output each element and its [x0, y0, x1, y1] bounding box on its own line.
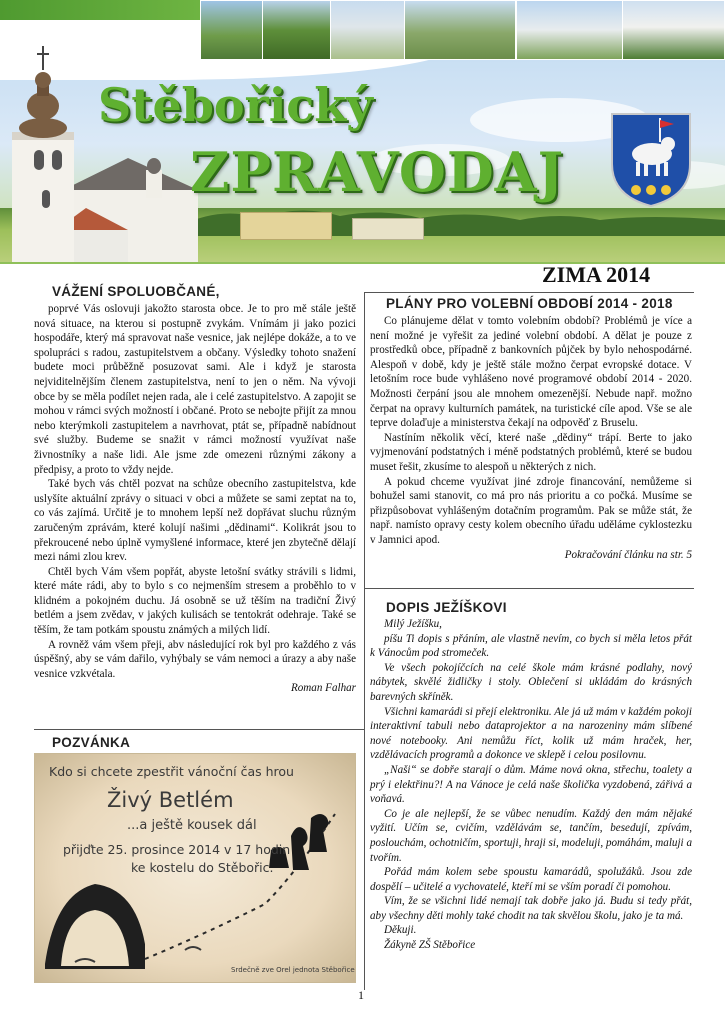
page-number: 1 — [358, 988, 364, 1002]
article-paragraph: A rovněž vám všem přeji, abv následující rok byl pro každého z vás úspěšný, aby se vám dařilo, vyhýbaly se vám nemoci a úrazy a aby naše vesnice vzkvétala. — [34, 638, 356, 680]
article-signature: Roman Falhar — [290, 682, 356, 695]
letter-paragraph: Co je ale nejlepší, že se vůbec nenudím. Každý den mám nějaké vyžití. Učím se, cvičím, vzdělávám se, tančím, besedují, zpívám, poslouchám, ochotničím, sportuji, hraji si, modeluji, pomáhám, maluji a tvořím. — [370, 807, 692, 864]
right-section-divider — [364, 588, 694, 589]
letter-paragraph: Děkuji. — [384, 924, 417, 937]
letter-heading: DOPIS JEŽÍŠKOVI — [386, 600, 507, 615]
apartment-blocks-2 — [352, 218, 424, 240]
invite-heading: POZVÁNKA — [52, 735, 131, 750]
invite-line2: Živý Betlém — [107, 788, 234, 812]
masthead — [0, 0, 725, 262]
article-paragraph: A pokud chceme využívat jiné zdroje financování, nemůžeme si bohužel sami stanovit, co má pro nás prioritu a co počká. Musíme se přizpůsobovat vyhlášeným dotačním programům. Pak se může stát, že např. namísto opravy cesty kolem obecního úřadu uděláme cyklostezku v Jamnici apod. — [370, 475, 692, 546]
letter-paragraph: Vím, že se všichni lidé nemají tak dobře jako já. Budu si tedy přát, aby všechny děti mohly také chodit na tak skvělou školu, jako je ta má. — [370, 895, 692, 922]
invite-line1: Kdo si chcete zpestřit vánoční čas hrou — [49, 764, 294, 779]
invite-line4: přijďte 25. prosince 2014 v 17 hodin — [63, 842, 291, 857]
plans-heading: PLÁNY PRO VOLEBNÍ OBDOBÍ 2014 - 2018 — [386, 296, 673, 311]
invitation-image — [34, 753, 356, 983]
starosta-article — [34, 302, 356, 696]
letter-paragraph: Ve všech pokojíčcích na celé škole mám krásné podlahy, nový nábytek, skvělé židličky i stoly. Oblečení si ukládám do krásných barevných skříněk. — [370, 661, 692, 703]
issue-underline — [364, 292, 694, 293]
issue-label: ZIMA 2014 — [542, 262, 651, 287]
article-paragraph: Co plánujeme dělat v tomto volebním období? Problémů je více a není možné je vyřešit za jediné volební období. A dělat je pouze z prostředků obce, případně z bankovních půjček by bylo nehospodárné. Alespoň v době, kdy je ještě stále možno čerpat evropské dotace. V letošním roce bude vyhlášeno nové programové období 2014 - 2020. Možnosti čerpání jsou ale mnohem omezenější. Nebude např. možno čerpat na opravy kulturních památek, na turistické cíle apod. Vše se ale teprve dolaďuje a ministerstva čekají na odpověď z Bruselu. — [370, 315, 692, 430]
letter-paragraph: Pořád mám kolem sebe spoustu kamarádů, spolužáků. Jsou zde dospělí – učitelé a vychovatelé, kteří mi se vším poradí či pomohou. — [370, 866, 692, 893]
apartment-blocks — [240, 212, 332, 240]
article-paragraph: Chtěl bych Vám všem popřát, abyste letošní svátky strávili s lidmi, které máte rádi, aby to bylo s co nejmenším stresem a proběhlo to v klidném a pokojném duchu. Já osobně se už těším na tradiční Živý betlém a jsem zvědav, v jakých kulisách se tentokrát odehraje. Také se těším, že tam potkám spoustu známých a milých lidí. — [34, 565, 356, 637]
column-divider — [364, 292, 365, 990]
letter-paragraph: píšu Ti dopis s přáním, ale vlastně nevím, co bych si měla letos přát k Vánocům pod stromeček. — [370, 632, 692, 660]
left-section-divider — [34, 729, 364, 730]
church-illustration — [8, 40, 198, 262]
letter-salutation: Milý Ježíšku, — [384, 618, 442, 630]
letter-article — [370, 617, 692, 953]
article-paragraph: Také bych vás chtěl pozvat na schůze obecního zastupitelstva, kde uslyšíte aktuální zprávy o situaci v obci a můžete se sami zeptat na to, co vás zajímá. Určitě je to mnohem lepší než dopřávat sluchu různým zaručeným zprávám, které kolují našimi „dědinami“. Kolikrát jsou to překroucené nebo úplně vymyšlené informace, které jen zbytečně dělají mezi námi zlou krev. — [34, 478, 356, 564]
masthead-title-line1: Stěbořický — [98, 78, 373, 132]
letter-paragraph: „Naši“ se dobře starají o dům. Máme nová okna, střechu, toalety a prý i elektřinu?! A na Vánoce je celá naše školička vyzdobená, zářivá a voňavá. — [370, 763, 692, 806]
coat-of-arms-icon — [610, 112, 692, 208]
invite-line5: ke kostelu do Stěbořic. — [131, 860, 274, 875]
article-paragraph: poprvé Vás oslovuji jakožto starosta obce. Je to pro mě stále ještě nová situace, na kterou si postupně zvykám. Vnímám ji jako pozici hospodáře, který má spravovat naše vesnice, jak nejlépe dokáže, a to ve spolupráci s radou, zastupitelstvem a občany. Výsledky tohoto snažení budete moci průběžně posuzovat sami. Ale i když je starosta nejviditelnějším členem zastupitelstva, není to jen o něm. Na vývoji obce by se měla podílet nejen rada, ale i celé zastupitelstvo. A zapojit se mohou v rámci svých možností i občané. Proto se nebojte přijít za mnou nebo kterýmkoli zastupitelem a navrhovat, ptát se, případně nabídnout své služby. Budeme se snažit v rámci možností využívat naše živnostníky a naše lidi. Ale jsme zde omezeni různými zákony a předpisy, a proto to vždy nejde. — [34, 303, 356, 476]
invite-line3: ...a ještě kousek dál — [127, 818, 257, 833]
greeting-heading: VÁŽENÍ SPOLUOBČANÉ, — [52, 284, 220, 299]
letter-signature: Žákyně ZŠ Stěbořice — [384, 939, 476, 952]
letter-paragraph: Všichni kamarádi si přejí elektroniku. Ale já už mám v každém pokoji interaktivní tabuli nebo dataprojektor a na narozeniny mám slíbené nové notebooky. Ani nemůžu říct, kolik už mám hraček, her, vzdělávacích programů a dokonce ve sklepě i celou posilovnu. — [370, 705, 692, 762]
masthead-title-line2: ZPRAVODAJ — [190, 140, 565, 204]
article-paragraph: Nastíním několik věcí, které naše „dědiny“ trápí. Berte to jako vyjmenování podstatných i méně podstatných problémů, které se budou muset řešit, zkusíme to alespoň u některých z nich. — [370, 431, 692, 473]
invite-footer: Srdečně zve Orel jednota Stěbořice — [231, 966, 355, 974]
plans-article — [370, 314, 692, 562]
continued-note: Pokračování článku na str. 5 — [564, 548, 692, 561]
